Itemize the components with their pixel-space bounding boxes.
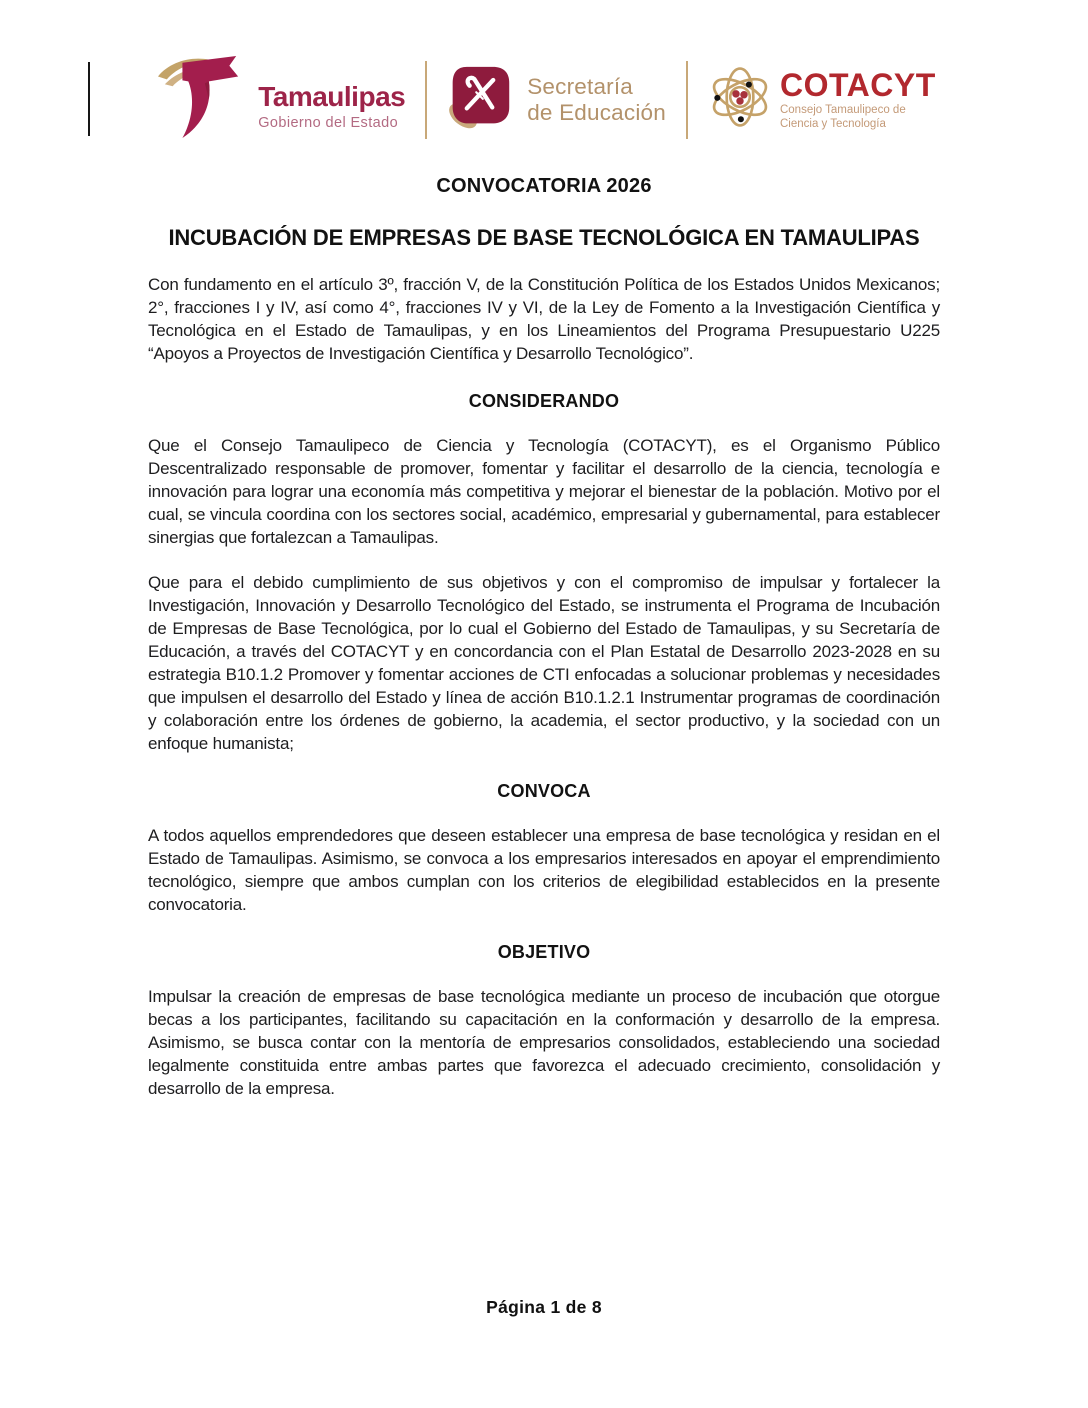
logo-header [0, 0, 1088, 145]
convoca-paragraph: A todos aquellos emprendedores que deseen establecer una empresa de base tecnológica y residan en el Estado de Tamaulipas. Asimismo, se convoca a los empresarios interesados en apoyar el emprendimiento tecnológico, siempre que ambos cumplan con los criterios de elegibilidad establecidos en la presente convocatoria. [148, 826, 940, 914]
cotacyt-atom-icon [708, 59, 772, 140]
document-title: CONVOCATORIA 2026 [436, 175, 652, 197]
section-heading-objetivo: OBJETIVO [497, 942, 591, 962]
secretaria-line2: de Educación [527, 99, 666, 125]
tamaulipas-emblem-icon [152, 54, 250, 145]
objetivo-paragraph: Impulsar la creación de empresas de base tecnológica mediante un proceso de incubación que otorgue becas a los participantes, facilitando su capacitación en la conformación y desarrollo de la empresa. Asimismo, se busca contar con la mentoría de empresarios consolidados, estableciendo una sociedad legalmente constituida entre ambas partes que favorezca el adecuado crecimiento, consolidación y desarrollo de la empresa. [148, 987, 940, 1098]
tamaulipas-title: Tamaulipas [258, 81, 406, 112]
cotacyt-subtitle-line1: Consejo Tamaulipeco de [779, 103, 906, 116]
education-emblem-icon [447, 62, 513, 137]
logo-divider [686, 61, 688, 139]
logo-divider [425, 61, 427, 139]
document-subtitle: INCUBACIÓN DE EMPRESAS DE BASE TECNOLÓGICA EN TAMAULIPAS [168, 225, 920, 250]
document-body [148, 175, 940, 1100]
section-heading-convoca: CONVOCA [497, 781, 591, 801]
cotacyt-subtitle [780, 103, 936, 131]
secretaria-wordmark [527, 74, 666, 126]
page-number-footer: Página 1 de 8 [486, 1297, 602, 1317]
cotacyt-subtitle-line2: Ciencia y Tecnología [779, 117, 886, 130]
considerando-paragraph-1: Que el Consejo Tamaulipeco de Ciencia y Tecnología (COTACYT), es el Organismo Público Descentralizado responsable de promover, fomentar y facilitar el desarrollo de la ciencia, tecnología e innovación para lograr una economía más competitiva y mejorar el bienestar de la población. Motivo por el cual, se vincula coordina con los sectores social, académico, empresarial y gubernamental, para establecer sinergias que fortalezcan a Tamaulipas. [148, 436, 940, 547]
tamaulipas-wordmark [258, 82, 405, 131]
logo-secretaria-educacion [447, 62, 666, 137]
intro-paragraph: Con fundamento en el artículo 3º, fracción V, de la Constitución Política de los Estados Unidos Mexicanos; 2°, fracciones I y IV, así como 4°, fracciones IV y VI, de la Ley de Fomento a la Investigación Científica y Tecnológica en el Estado de Tamaulipas, y en los Lineamientos del Programa Presupuestario U225 “Apoyos a Proyectos de Investigación Científica y Desarrollo Tecnológico”. [148, 275, 940, 363]
cotacyt-title: COTACYT [779, 66, 936, 103]
considerando-paragraph-2: Que para el debido cumplimiento de sus objetivos y con el compromiso de impulsar y fortalecer la Investigación, Innovación y Desarrollo Tecnológico del Estado, se instrumenta el Programa de Incubación de Empresas de Base Tecnológica, por lo cual el Gobierno del Estado de Tamaulipas, y su Secretaría de Educación, a través del COTACYT y en concordancia con el Plan Estatal de Desarrollo 2023-2028 en su estrategia B10.1.2 Promover y fomentar acciones de CTI enfocadas a solucionar problemas y necesidades que impulsen el desarrollo del Estado y línea de acción B10.1.2.1 Instrumentar programas de coordinación y colaboración entre los órdenes de gobierno, la academia, el sector productivo, y la sociedad con un enfoque humanista; [148, 573, 940, 753]
cotacyt-wordmark [779, 66, 936, 131]
tamaulipas-subtitle: Gobierno del Estado [258, 115, 399, 131]
left-margin-line [88, 62, 90, 136]
logo-tamaulipas [152, 54, 405, 145]
logo-cotacyt [708, 59, 936, 140]
section-heading-considerando: CONSIDERANDO [468, 391, 620, 411]
secretaria-line1: Secretaría [527, 73, 634, 99]
